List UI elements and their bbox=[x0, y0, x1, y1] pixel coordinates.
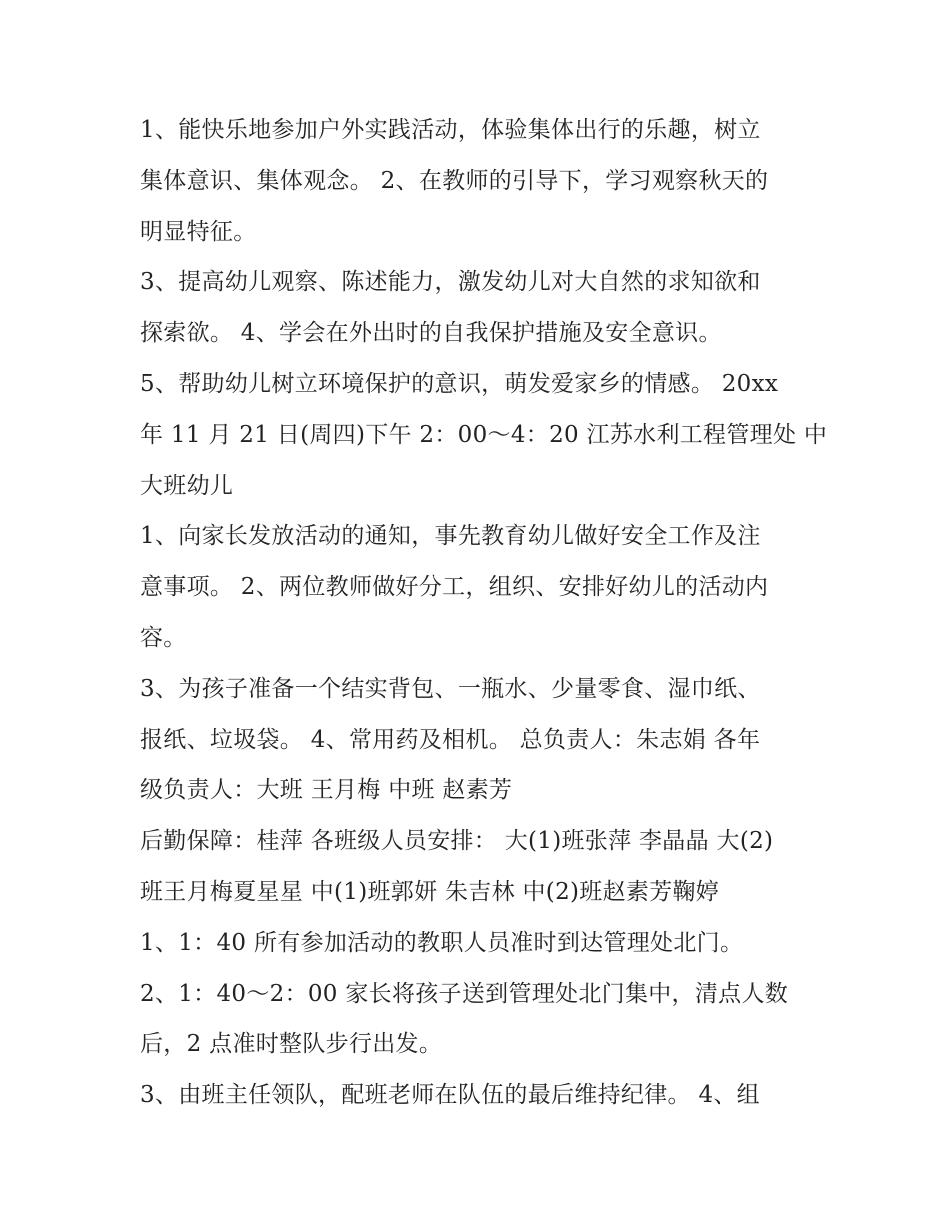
text-line: 报纸、垃圾袋。 4、常用药及相机。 总负责人：朱志娟 各年 bbox=[140, 726, 761, 753]
text-line: 3、由班主任领队，配班老师在队伍的最后维持纪律。 4、组 bbox=[140, 1082, 760, 1109]
text-line: 1、1：40 所有参加活动的教职人员准时到达管理处北门。 bbox=[140, 929, 744, 956]
text-line: 大班幼儿 bbox=[140, 472, 234, 499]
text-line: 级负责人：大班 王月梅 中班 赵素芳 bbox=[140, 777, 513, 804]
text-line: 意事项。 2、两位教师做好分工，组织、安排好幼儿的活动内 bbox=[140, 574, 769, 601]
text-line: 明显特征。 bbox=[140, 218, 257, 245]
text-line: 1、向家长发放活动的通知，事先教育幼儿做好安全工作及注 bbox=[140, 523, 761, 550]
text-line: 3、为孩子准备一个结实背包、一瓶水、少量零食、湿巾纸、 bbox=[140, 675, 761, 702]
text-line: 3、提高幼儿观察、陈述能力，激发幼儿对大自然的求知欲和 bbox=[140, 269, 761, 296]
text-line: 集体意识、集体观念。 2、在教师的引导下，学习观察秋天的 bbox=[140, 167, 769, 194]
text-line: 探索欲。 4、学会在外出时的自我保护措施及安全意识。 bbox=[140, 320, 722, 347]
text-line: 5、帮助幼儿树立环境保护的意识，萌发爱家乡的情感。 20xx bbox=[140, 370, 779, 397]
text-line: 容。 bbox=[140, 624, 187, 651]
text-line: 后，2 点准时整队步行出发。 bbox=[140, 1031, 443, 1058]
text-line: 1、能快乐地参加户外实践活动，体验集体出行的乐趣，树立 bbox=[140, 117, 761, 143]
document-body bbox=[140, 105, 828, 1121]
text-line: 2、1：40～2：00 家长将孩子送到管理处北门集中，清点人数 bbox=[140, 980, 789, 1007]
text-line: 班王月梅夏星星 中(1)班郭妍 朱吉林 中(2)班赵素芳鞠婷 bbox=[140, 878, 720, 905]
text-line: 后勤保障：桂萍 各班级人员安排： 大(1)班张萍 李晶晶 大(2) bbox=[140, 828, 774, 855]
text-line: 年 11 月 21 日(周四)下午 2：00～4：20 江苏水利工程管理处 中 bbox=[140, 421, 828, 448]
